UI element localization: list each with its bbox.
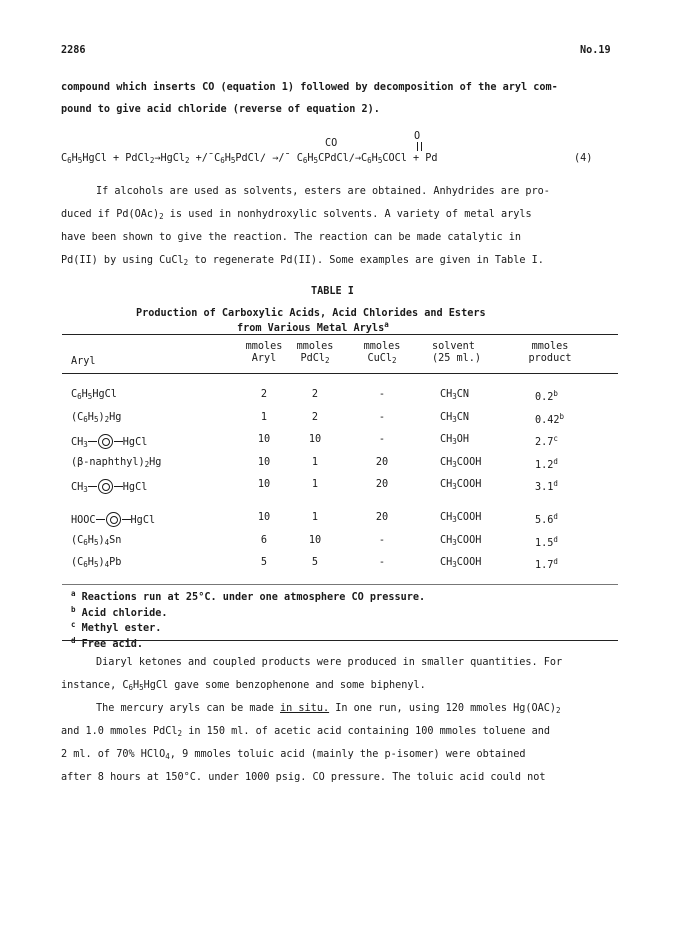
- table-label: TABLE I: [311, 286, 354, 297]
- cell-mmoles-cucl2: -: [378, 535, 386, 546]
- cell-product: 2.7$^c$: [535, 434, 558, 448]
- para3-line-1: Diaryl ketones and coupled products were produced in smaller quantities. For: [96, 657, 563, 668]
- table-bottom-rule: [62, 640, 618, 641]
- issue-number: No.19: [580, 45, 611, 56]
- reaction-arrow: →: [272, 153, 279, 164]
- cell-product: 3.1$^d$: [535, 479, 558, 493]
- para4-line-4: after 8 hours at 150°C. under 1000 psig. CO pressure. The toluic acid could not: [61, 772, 546, 783]
- cell-solvent: $CH_3COOH$: [440, 512, 482, 524]
- para2-line-4: Pd(II) by using CuCl$_2$ to regenerate Pd(II). Some examples are given in Table I.: [61, 255, 544, 267]
- cell-solvent: $CH_3CN$: [440, 412, 470, 424]
- cell-solvent: $CH_3COOH$: [440, 457, 482, 469]
- cell-solvent: $CH_3COOH$: [440, 479, 482, 491]
- cell-product: 1.2$^d$: [535, 457, 558, 471]
- cell-product: 0.2$^b$: [535, 389, 558, 403]
- table-row: $(C_6H_5)_4Pb$: [71, 557, 122, 569]
- table-row: $CH_3$ HgCl: [71, 434, 147, 449]
- benzene-ring-icon: [98, 479, 113, 494]
- cell-mmoles-cucl2: 20: [375, 479, 389, 490]
- cell-mmoles-pdcl2: 10: [308, 434, 322, 445]
- cell-mmoles-cucl2: 20: [375, 512, 389, 523]
- cell-mmoles-pdcl2: 2: [311, 412, 319, 423]
- cell-mmoles-cucl2: -: [378, 434, 386, 445]
- cell-product: 1.5$^d$: [535, 535, 558, 549]
- para2-line-3: have been shown to give the reaction. The reaction can be made catalytic in: [61, 232, 522, 243]
- table-header-rule: [62, 373, 618, 374]
- intro-line-1: compound which inserts CO (equation 1) followed by decomposition of the aryl com-: [61, 82, 558, 93]
- footnote-c: $^c$ Methyl ester.: [71, 620, 162, 634]
- benzene-ring-icon: [106, 512, 121, 527]
- carbonyl-double-bond: [417, 142, 422, 151]
- header-mmoles-aryl: mmoles Aryl: [245, 341, 283, 364]
- cell-mmoles-aryl: 2: [260, 389, 268, 400]
- equation-body: $C_6H_5HgCl$ + PdCl$_2$→HgCl$_2$ $+/¯C_6H_5PdCl∕$ →/¯ $C_6H_5CPdCl∕\to C_6H_5COCl + Pd$: [61, 153, 438, 165]
- para3-line-2: instance, $C_6H_5HgCl$ gave some benzophenone and some biphenyl.: [61, 680, 426, 692]
- cell-mmoles-aryl: 6: [260, 535, 268, 546]
- cell-mmoles-cucl2: -: [378, 557, 386, 568]
- cell-solvent: $CH_3CN$: [440, 389, 470, 401]
- cell-product: 1.7$^d$: [535, 557, 558, 571]
- cell-mmoles-aryl: 10: [257, 434, 271, 445]
- bond-line: [96, 519, 105, 520]
- para4-line-3: 2 ml. of 70% HClO$_4$, 9 mmoles toluic acid (mainly the p-isomer) were obtained: [61, 749, 526, 761]
- cell-mmoles-cucl2: -: [378, 389, 386, 400]
- cell-solvent: $CH_3OH$: [440, 434, 470, 446]
- equation-carbonyl-o: O: [414, 131, 421, 142]
- header-aryl: Aryl: [71, 356, 96, 367]
- equation-number: (4): [574, 153, 593, 164]
- header-solvent: solvent (25 ml.): [432, 341, 482, 364]
- footnote-d: $^d$ Free acid.: [71, 635, 143, 650]
- cell-mmoles-aryl: 10: [257, 512, 271, 523]
- cell-mmoles-pdcl2: 1: [311, 457, 319, 468]
- page-number: 2286: [61, 45, 86, 56]
- cell-mmoles-aryl: 10: [257, 457, 271, 468]
- para2-line-1: If alcohols are used as solvents, esters are obtained. Anhydrides are pro-: [96, 186, 550, 197]
- header-mmoles-pdcl2: mmoles PdCl$_2$: [296, 341, 334, 365]
- cell-solvent: $CH_3COOH$: [440, 535, 482, 547]
- cell-mmoles-cucl2: -: [378, 412, 386, 423]
- cell-mmoles-cucl2: 20: [375, 457, 389, 468]
- cell-mmoles-pdcl2: 1: [311, 512, 319, 523]
- table-title-line-2: from Various Metal Aryls$^a$: [237, 320, 389, 334]
- bond-line: [88, 441, 97, 442]
- table-row: $CH_3$ HgCl: [71, 479, 147, 494]
- header-mmoles-cucl2: mmoles CuCl$_2$: [363, 341, 401, 365]
- table-row: $(C_6H_5)_4Sn$: [71, 535, 122, 547]
- bond-line: [114, 486, 123, 487]
- cell-mmoles-pdcl2: 10: [308, 535, 322, 546]
- table-title-line-1: Production of Carboxylic Acids, Acid Chlorides and Esters: [136, 308, 486, 319]
- table-row: $(C_6H_5)_2Hg$: [71, 412, 122, 424]
- para2-line-2: duced if $Pd(OAc)_2$ is used in nonhydroxylic solvents. A variety of metal aryls: [61, 209, 532, 221]
- table-row: $(\beta-naphthyl)_2Hg$: [71, 457, 162, 469]
- cell-mmoles-pdcl2: 2: [311, 389, 319, 400]
- reaction-arrow: →: [154, 153, 161, 164]
- cell-product: 5.6$^d$: [535, 512, 558, 526]
- cell-mmoles-aryl: 10: [257, 479, 271, 490]
- header-mmoles-product: mmoles product: [528, 341, 572, 364]
- cell-mmoles-aryl: 5: [260, 557, 268, 568]
- cell-mmoles-pdcl2: 5: [311, 557, 319, 568]
- intro-line-2: pound to give acid chloride (reverse of equation 2).: [61, 104, 380, 115]
- bond-line: [88, 486, 97, 487]
- table-top-rule: [62, 334, 618, 335]
- para4-line-2: and 1.0 mmoles PdCl$_2$ in 150 ml. of acetic acid containing 100 mmoles toluene and: [61, 726, 551, 738]
- cell-mmoles-pdcl2: 1: [311, 479, 319, 490]
- table-row: $C_6H_5HgCl$: [71, 389, 117, 401]
- benzene-ring-icon: [98, 434, 113, 449]
- table-row: HOOC HgCl: [71, 512, 155, 527]
- bond-line: [122, 519, 131, 520]
- para4-line-1: The mercury aryls can be made in situ. In one run, using 120 mmoles $Hg(OAC)_2$: [96, 703, 561, 715]
- equation-co-label: CO: [325, 138, 338, 149]
- cell-product: 0.42$^b$: [535, 412, 565, 426]
- cell-mmoles-aryl: 1: [260, 412, 268, 423]
- bond-line: [114, 441, 123, 442]
- reaction-arrow: →: [354, 153, 362, 164]
- footnote-a: $^a$ Reactions run at 25°C. under one atmosphere CO pressure.: [71, 589, 426, 603]
- footnote-b: $^b$ Acid chloride.: [71, 604, 168, 619]
- table-footnote-rule: [62, 584, 618, 585]
- cell-solvent: $CH_3COOH$: [440, 557, 482, 569]
